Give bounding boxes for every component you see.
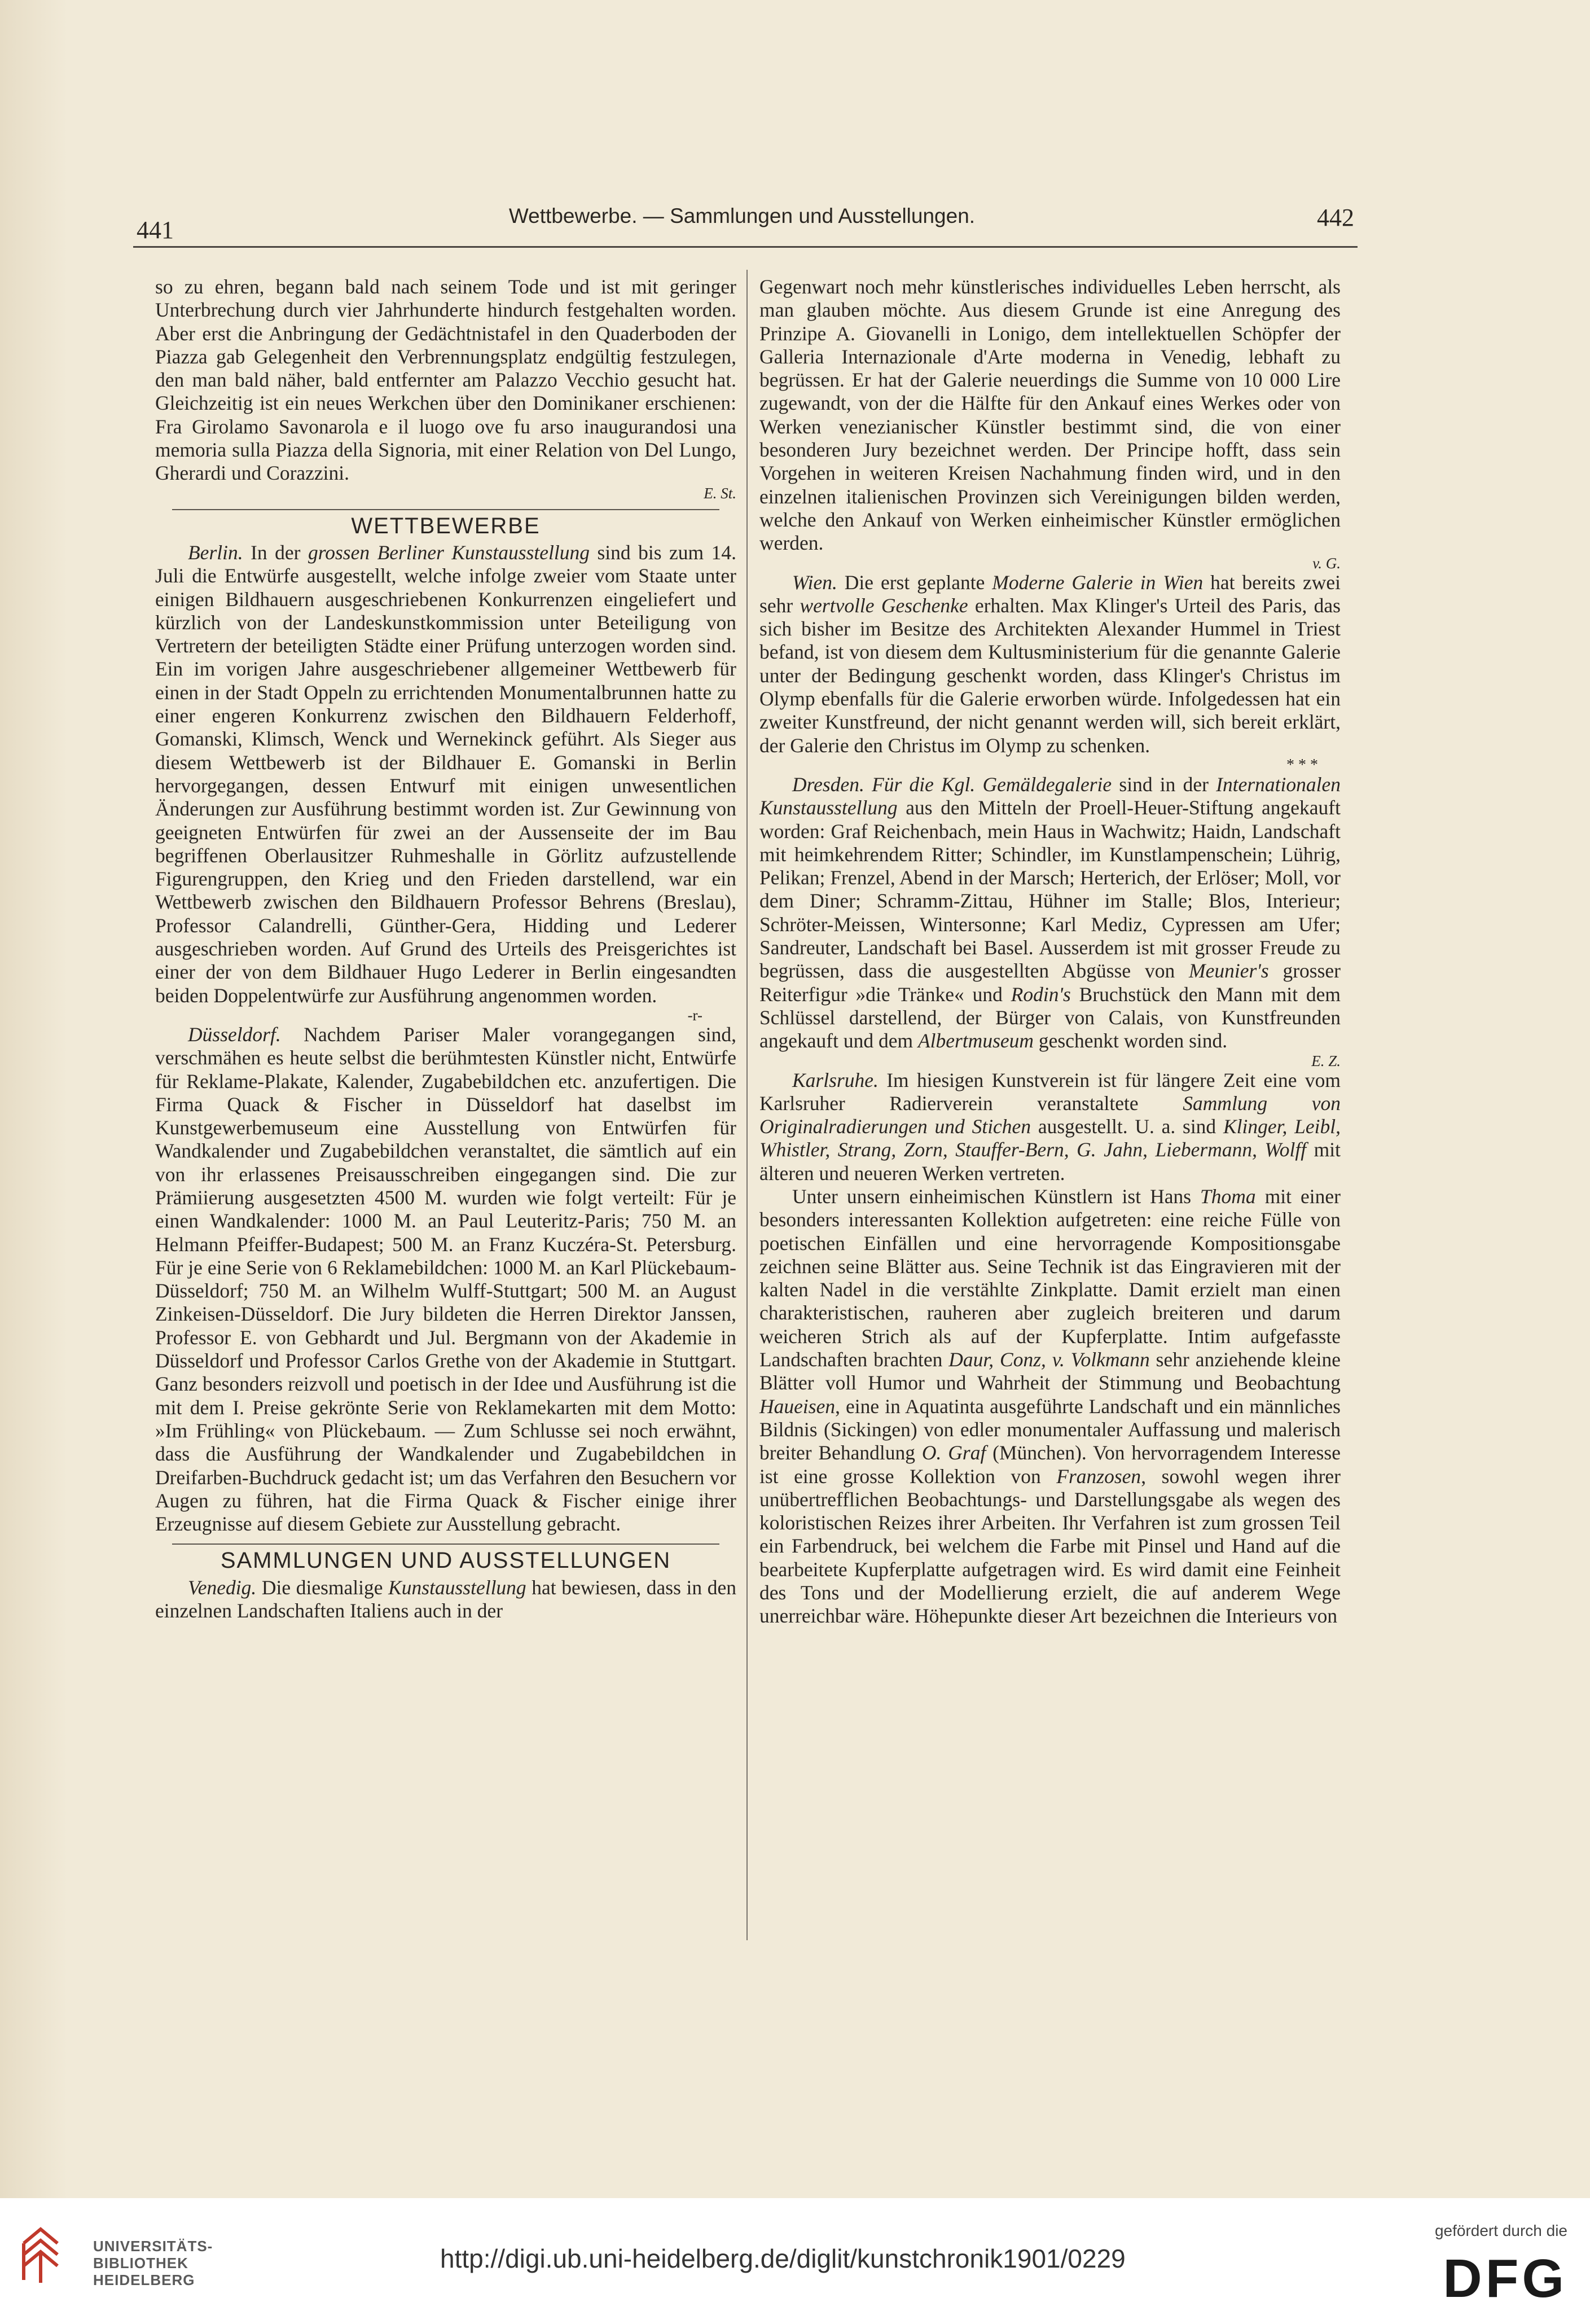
running-title: Wettbewerbe. — Sammlungen und Ausstellungen. [508, 204, 976, 227]
signature: -r- [687, 1006, 702, 1024]
text-run: geschenkt worden sind. [1034, 1029, 1228, 1053]
emphasis: O. Graf [921, 1441, 986, 1464]
emphasis: Haueisen [759, 1395, 836, 1418]
text-run: sehr anziehende kleine Blätter voll Humor und Wahrheit der Stimmung und Beobachtung [759, 1348, 1341, 1395]
emphasis: Internationalen Kunstausstellung [759, 773, 1341, 819]
page-number-left: 441 [137, 216, 174, 244]
library-name [93, 2238, 213, 2288]
section-heading-sammlungen: SAMMLUNGEN UND AUSSTELLUNGEN [220, 1548, 671, 1573]
signature: v. G. [1312, 554, 1341, 572]
paragraph-karlsruhe [759, 1069, 1341, 1185]
right-column [759, 275, 1341, 1628]
text-run: Im hiesigen Kunstverein ist für längere Zeit eine vom Karlsruher Radierverein veranstaltete [759, 1068, 1341, 1115]
paragraph-text: so zu ehren, begann bald nach seinem Tode und ist mit geringer Unterbrechung durch vier Jahrhunderte hindurch festgehalten worden. Aber erst die Anbringung der Gedächtnistafel in den Quaderboden der Piazza gab Gelegenheit den Verbrennungsplatz endgültig festzulegen, den man bald näher, bald entfernter am Palazzo Vecchio gesucht hat. Gleichzeitig ist ein neues Werkchen über den Dominikaner erschienen: Fra Girolamo Savonarola e il luogo ove fu arso inaugurandosi una memoria sulla Piazza della Signoria, mit einer Relation von Del Lungo, Gherardi und Corazzini. [155, 275, 736, 485]
emphasis: Thoma [1200, 1185, 1256, 1208]
text-run: Bruchstück den Mann mit dem Schlüssel darstellend, der Bürger von Calais, von Kunstfreunden angekauft und dem [759, 983, 1341, 1053]
text-run: Unter unsern einheimischen Künstlern ist Hans [792, 1185, 1201, 1208]
dfg-logo: DFG [1443, 2248, 1567, 2309]
paragraph-venedig-continued [759, 275, 1341, 571]
text-run: mit einer besonders interessanten Kollektion aufgetreten: eine reiche Fülle von poetischen Einfällen und eine hervorragende Kompositionsgabe zeichnen seine Blätter aus. Seine Technik ist das Eingravieren mit der kalten Nadel in die verstählte Zinkplatte. Damit erzielt man einen charakteristischen, rauheren aber zugleich breiteren und darum weicheren Strich als auf der Kupferplatte. Intim aufgefasste Landschaften brachten [759, 1185, 1341, 1371]
emphasis: Sammlung von Originalradierungen und Stichen [759, 1091, 1341, 1138]
library-name-line: BIBLIOTHEK [93, 2255, 188, 2272]
emphasis: Klinger, Leibl, Whistler, Strang, Zorn, Stauffer-Bern, G. Jahn, Liebermann, Wolff [759, 1115, 1341, 1161]
place-name: Karlsruhe. [792, 1068, 879, 1091]
text-run: In der [243, 541, 308, 564]
paragraph-venedig [155, 1576, 736, 1623]
text-run: ausgestellt. U. a. sind [1031, 1115, 1223, 1138]
emphasis: Meunier's [1189, 959, 1269, 983]
emphasis: Moderne Galerie in Wien [992, 571, 1204, 594]
text-run: grosser Reiterfigur »die Tränke« und [759, 959, 1341, 1006]
emphasis: Albertmuseum [917, 1029, 1034, 1053]
digitization-footer [0, 2198, 1590, 2324]
asterism: * * * [1286, 756, 1318, 774]
paragraph-duesseldorf [155, 1023, 736, 1536]
text-run: sind in der [1112, 773, 1216, 796]
text-run: erhalten. Max Klinger's Urteil des Paris, das sich bisher im Besitze des Architekten Alexander Hummel in Triest befand, ist von diesem dem Kultusministerium für die genannte Galerie unter der Bedingung geschenkt worden, dass Klinger's Christus im Olymp ebenfalls für die Galerie erworben würde. Infolgedessen hat ein zweiter Kunstfreund, der nicht genannt werden will, sich bereit erklärt, der Galerie den Christus im Olymp zu schenken. [759, 594, 1341, 757]
text-run: aus den Mitteln der Proell-Heuer-Stiftung angekauft worden: Graf Reichenbach, mein Haus in Wachwitz; Haidn, Landschaft mit heimkehrendem Ritter; Schindler, im Kunstlampenschein; Lührig, Pelikan; Frenzel, Abend in der Marsch; Herterich, der Erlöser; Moll, vor dem Diner; Schramm-Zittau, Hühner im Stalle; Blos, Interieur; Schröter-Meissen, Wintersonne; Karl Mediz, Cypressen am Ufer; Sandreuter, Landschaft bei Basel. Ausserdem ist mit grosser Freude zu begrüssen, dass die ausgestellten Abgüsse von [759, 796, 1341, 983]
text-run: Nachdem Pariser Maler vorangegangen sind, verschmähen es heute selbst die berühmtesten Künstler nicht, Entwürfe für Reklame-Plakate, Kalender, Zugabebildchen etc. anzufertigen. Die Firma Quack & Fischer in Düsseldorf hat daselbst im Kunstgewerbemuseum eine Ausstellung von Entwürfen für Wandkalender und Zugabebildchen veranstaltet, die sämtlich auf ein von ihr erlassenes Preisausschreiben eingegangen sind. Die zur Prämiierung ausgesetzten 4500 M. wurden wie folgt verteilt: Für je einen Wandkalender: 1000 M. an Paul Leuteritz-Paris; 750 M. an Helmann Pfeiffer-Budapest; 500 M. an Franz Kuczéra-St. Petersburg. Für je eine Serie von 6 Reklamebildchen: 1000 M. an Karl Plückebaum-Düsseldorf; 750 M. an Wilhelm Wulff-Stuttgart; 500 M. an August Zinkeisen-Düsseldorf. Die Jury bildeten die Herren Direktor Janssen, Professor E. von Gebhardt und Jul. Bergmann von der Akademie in Düsseldorf und Professor Carlos Grethe von der Akademie in Stuttgart. Ganz besonders reizvoll und poetisch in der Idee und Ausführung ist die mit dem I. Preise gekrönte Serie von Reklamekarten mit dem Motto: »Im Frühling« von Plückebaum. — Zum Schlusse sei noch erwähnt, dass die Ausführung der Wandkalender und Zugabebildchen in Dreifarben-Buchdruck gedacht ist; um das Verfahren den Besuchern vor Augen zu führen, hat die Firma Quack & Fischer einige ihrer Erzeugnisse auf diesem Gebiete zur Ausstellung gebracht. [155, 1023, 736, 1536]
section-rule [172, 1544, 719, 1545]
text-run: , eine in Aquatinta ausgeführte Landschaft und ein männliches Bildnis (Sickingen) von edler monumentaler Auffassung und malerisch breiter Behandlung [759, 1395, 1341, 1464]
place-name: Düsseldorf. [188, 1023, 281, 1046]
header-rule [133, 246, 1358, 248]
paragraph-savonarola [155, 275, 736, 501]
source-url-link[interactable]: http://digi.ub.uni-heidelberg.de/diglit/kunstchronik1901/0229 [440, 2244, 1126, 2273]
emphasis: Franzosen [1056, 1464, 1141, 1488]
column-divider [746, 270, 748, 1940]
text-run: mit älteren und neueren Werken vertreten. [759, 1138, 1341, 1185]
text-run: Die diesmalige [256, 1576, 389, 1599]
paragraph-berlin [155, 541, 736, 1023]
emphasis: Daur, Conz, v. Volkmann [948, 1348, 1150, 1371]
signature: E. St. [704, 484, 736, 502]
place-name: Dresden. [792, 773, 864, 796]
section-rule [172, 509, 719, 510]
emphasis: wertvolle Geschenke [800, 594, 968, 617]
paragraph-wien [759, 571, 1341, 773]
place-name: Venedig. [188, 1576, 257, 1599]
place-name: Berlin. [188, 541, 243, 564]
text-run: , sowohl wegen ihrer unübertrefflichen Beobachtungs- und Darstellungsgabe als wegen des koloristischen Reizes ihrer Arbeiten. Ihr Verfahren ist zum grossen Teil ein Farbendruck, bei welchem die Farbe mit Pinsel und Hand auf die bearbeitete Kupferplatte aufgetragen wird. Es wird damit eine Feinheit des Tons und der Modellierung erzielt, die auf anderem Wege unerreichbar wäre. Höhepunkte dieser Art bezeichnen die Interieurs von [759, 1464, 1341, 1628]
emphasis: Rodin's [1011, 983, 1071, 1006]
text-run: (München). Von hervorragendem Interesse ist eine grosse Kollektion von [759, 1441, 1341, 1488]
page-number-right: 442 [1317, 204, 1354, 231]
page-header [130, 199, 1354, 244]
text-run: sind bis zum 14. Juli die Entwürfe ausgestellt, welche infolge zweier vom Staate unter einigen Bildhauern ausgeschriebenen Konkurrenzen eingeliefert und kürzlich von der Landeskunstkommission unter Beteiligung von Vertretern der beteiligten Städte einer Prüfung unterzogen worden sind. Ein im vorigen Jahre ausgeschriebener allgemeiner Wettbewerb für einen in der Stadt Oppeln zu errichtenden Monumentalbrunnen hatte zu einer engeren Konkurrenz zwischen den Bildhauern Felderhoff, Gomanski, Klimsch, Wenck und Wernekinck geführt. Als Sieger aus diesem Wettbewerb ist der Bildhauer E. Gomanski in Berlin hervorgegangen, dessen Entwurf mit einigen unwesentlichen Änderungen zur Ausführung bestimmt worden ist. Zur Gewinnung von geeigneten Entwürfen für zwei an der Aussenseite der im Bau begriffenen Oberlausitzer Ruhmeshalle in Görlitz aufzustellende Figurengruppen, den Krieg und den Frieden darstellend, war ein Wettbewerb zwischen den Bildhauern Professor Behrens (Breslau), Professor Calandrelli, Günther-Gera, Hidding und Lederer ausgeschrieben worden. Auf Grund des Urteils des Preisgerichtes ist einer der von dem Bildhauer Hugo Lederer in Berlin eingesandten beiden Doppelentwürfe zur Ausführung angenommen worden. [155, 541, 737, 1007]
left-column [155, 275, 736, 1623]
text-run: Gegenwart noch mehr künstlerisches individuelles Leben herrscht, als man glauben möchte. Aus diesem Grunde ist eine Anregung des Prinzipe A. Giovanelli in Lonigo, dem intellektuellen Schöpfer der Galleria Internazionale d'Arte moderna in Venedig, lebhaft zu begrüssen. Er hat der Galerie neuerdings die Summe von 10 000 Lire zugewandt, von der die Hälfte für den Ankauf eines Werkes oder von Werken venezianischer Künstler bestimmt sind, die von einer besonderen Jury bezeichnet werden. Der Principe hofft, dass sein Vorgehen in weiteren Kreisen Nachahmung finden wird, und in den einzelnen italienischen Provinzen sich Vereinigungen bilden werden, welche den Ankauf von Werken einheimischer Künstler ermöglichen werden. [759, 275, 1341, 555]
section-heading-wettbewerbe: WETTBEWERBE [351, 513, 541, 538]
text-run [864, 773, 872, 796]
emphasis: Für die Kgl. Gemäldegalerie [872, 773, 1112, 796]
text-run: Die erst geplante [837, 571, 992, 594]
emphasis: grossen Berliner Kunstausstellung [308, 541, 590, 564]
signature: E. Z. [1311, 1052, 1341, 1069]
paragraph-dresden [759, 773, 1341, 1069]
library-name-line: HEIDELBERG [93, 2272, 195, 2288]
place-name: Wien. [792, 571, 837, 594]
text-run: hat bewiesen, dass in den einzelnen Landschaften Italiens auch in der [155, 1576, 736, 1623]
paragraph-thoma [759, 1185, 1341, 1628]
funded-by-label: gefördert durch die [1434, 2222, 1567, 2239]
emphasis: Kunstausstellung [388, 1576, 526, 1599]
text-run: hat bereits zwei sehr [759, 571, 1341, 617]
library-name-line: UNIVERSITÄTS- [93, 2238, 213, 2255]
university-library-logo-icon [18, 2226, 63, 2288]
